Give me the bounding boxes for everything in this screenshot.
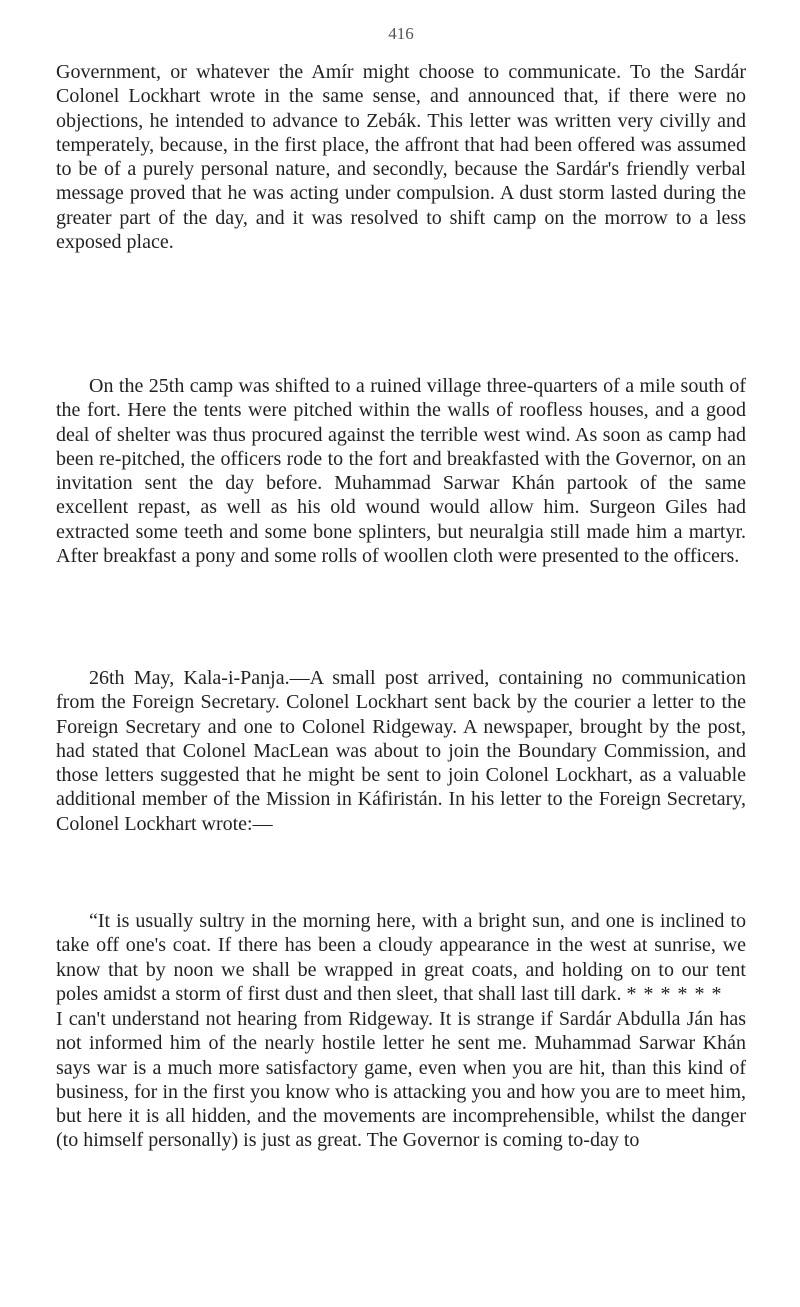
quoted-letter-paragraph bbox=[56, 909, 746, 1006]
page-number: 416 bbox=[388, 24, 414, 43]
section-break-asterisks: * * * * * * bbox=[626, 982, 723, 1005]
book-page bbox=[56, 0, 746, 1307]
paragraph-1: Government, or whatever the Amír might choose to communicate. To the Sardár Colonel Lockhart wrote in the same sense, and announced that, if there were no objections, he intended to advance to Zebák. This letter was written very civilly and temperately, because, in the first place, the affront that had been offered was assumed to be of a purely personal nature, and secondly, because the Sardár's friendly verbal message proved that he was acting under compulsion. A dust storm lasted during the greater part of the day, and it was resolved to shift camp on the morrow to a less exposed place. bbox=[56, 61, 746, 254]
paragraph-2: On the 25th camp was shifted to a ruined village three-quarters of a mile south of the fort. Here the tents were pitched within the walls of roofless houses, and a good deal of shelter was thus procured against the terrible west wind. As soon as camp had been re-pitched, the officers rode to the fort and breakfasted with the Governor, on an invitation sent the day before. Muhammad Sarwar Khán partook of the same excellent repast, as well as his old wound would allow him. Surgeon Giles had extracted some teeth and some bone splinters, but neuralgia still made him a martyr. After breakfast a pony and some rolls of woollen cloth were presented to the officers. bbox=[56, 375, 746, 568]
paragraph-3: 26th May, Kala-i-Panja.—A small post arrived, containing no communication from the Foreign Secretary. Colonel Lockhart sent back by the courier a letter to the Foreign Secretary and one to Colonel Ridgeway. A newspaper, brought by the post, had stated that Colonel MacLean was about to join the Boundary Commission, and those letters suggested that he might be sent to join Colonel Lockhart, as a valuable additional member of the Mission in Káfiristán. In his letter to the Foreign Secretary, Colonel Lockhart wrote:— bbox=[56, 667, 746, 835]
quoted-letter-text: “It is usually sultry in the morning here, with a bright sun, and one is inclined to take off one's coat. If there has been a cloudy appearance in the west at sunrise, we know that by noon we shall be wrapped in great coats, and holding on to our tent poles amidst a storm of first dust and then sleet, that shall last till dark. bbox=[56, 910, 746, 1005]
quoted-letter-continuation: I can't understand not hearing from Ridgeway. It is strange if Sardár Abdulla Ján has not informed him of the nearly hostile letter he sent me. Muhammad Sarwar Khán says war is a much more satisfactory game, even when you are hit, than this kind of business, for in the first you know who is attacking you and how you are to meet him, but here it is all hidden, and the movements are incomprehensible, whilst the danger (to himself personally) is just as great. The Governor is coming to-day to bbox=[56, 1008, 746, 1152]
